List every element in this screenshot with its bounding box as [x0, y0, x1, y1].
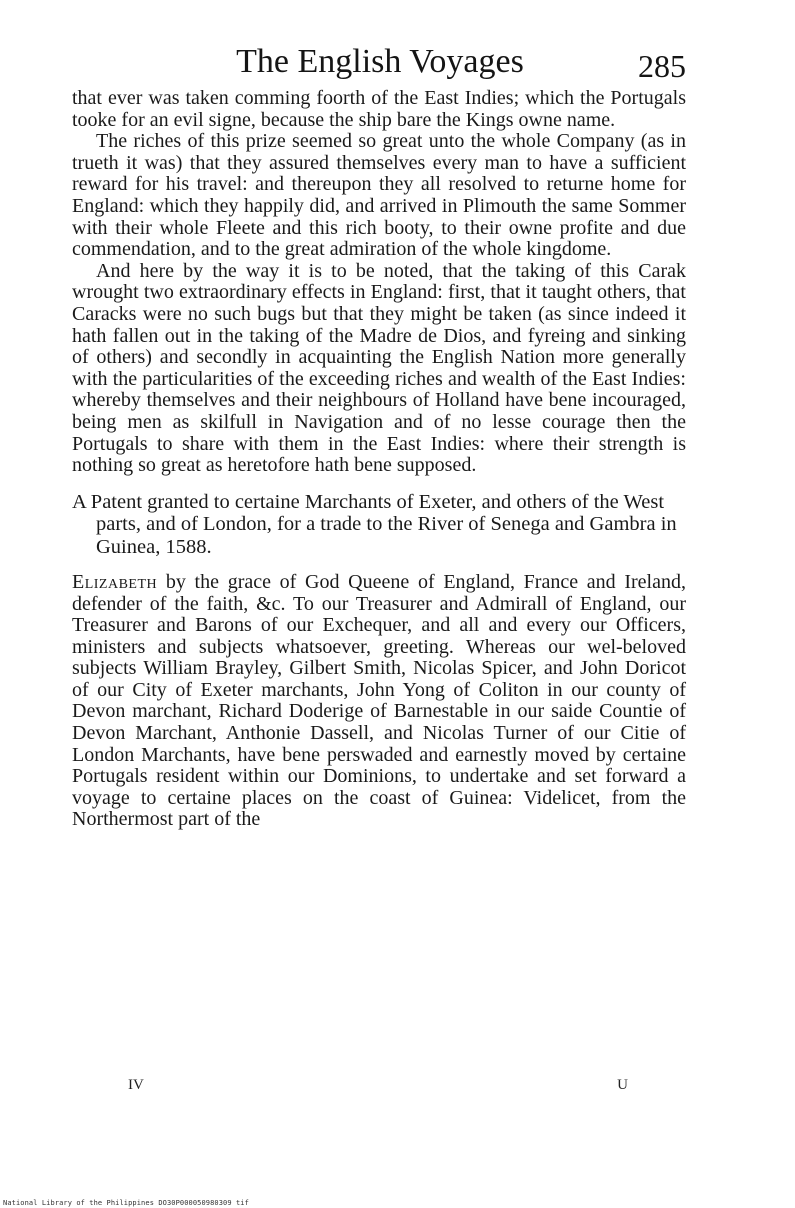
signature-marks — [128, 1077, 628, 1099]
signature-mark-volume: IV — [128, 1077, 144, 1093]
paragraph-riches-of-prize: The riches of this prize seemed so great unto the whole Company (as in trueth it was) that they assured themselves every man to have a sufficient reward for his travel: and thereupon they all resolved to returne home for England: which they happily did, and arrived in Plimouth the same Sommer with their whole Fleete and this rich booty, to their owne profite and due commendation, and to the great admiration of the whole kingdome. — [72, 130, 686, 261]
page-number: 285 — [638, 48, 686, 84]
section-heading: A Patent granted to certaine Marchants of Exeter, and others of the West parts, and of London, for a trade to the River of Senega and Gambra in Guinea, 1588. — [72, 490, 677, 558]
patent-text: by the grace of God Queene of England, France and Ireland, defender of the faith, &c. To our Treasurer and Admirall of England, our Treasurer and Barons of our Exchequer, and all and every our Officers, ministers and subjects whatsoever, greeting. Whereas our wel-beloved subjects William Brayley, Gilbert Smith, Nicolas Spicer, and John Doricot of our City of Exeter marchants, John Yong of Coliton in our county of Devon marchant, Richard Doderige of Barnestable in our saide Countie of Devon Marchant, Anthonie Dassell, and Nicolas Turner of our Citie of London Marchants, have bene perswaded and earnestly moved by certaine Portugals resident within our Dominions, to undertake and set forward a voyage to certaine places on the coast of Guinea: Videlicet, from the Northermost part of the — [72, 570, 686, 831]
scan-source-label: National Library of the Philippines DO30P000050980309 tif — [3, 1199, 249, 1207]
body-text — [72, 88, 686, 831]
paragraph-carak-effects: And here by the way it is to be noted, that the taking of this Carak wrought two extraordinary effects in England: first, that it taught others, that Caracks were no such bugs but that they might be taken (as since indeed it hath fallen out in the taking of the Madre de Dios, and fyreing and sinking of others) and secondly in acquainting the English Nation more generally with the particularities of the exceeding riches and wealth of the East Indies: whereby themselves and their neighbours of Holland have bene incouraged, being men as skilfull in Navigation and of no lesse courage then the Portugals to share with them in the East Indies: where their strength is nothing so great as heretofore hath bene supposed. — [72, 259, 686, 477]
patent-paragraph — [72, 572, 686, 831]
running-title: The English Voyages — [236, 43, 524, 80]
page-header — [70, 42, 690, 86]
patent-opening-word: Elizabeth — [72, 570, 158, 593]
paragraph-continuation: that ever was taken comming foorth of the East Indies; which the Portugals tooke for an evil signe, because the ship bare the Kings owne name. — [72, 87, 686, 131]
signature-mark-gathering: U — [617, 1077, 628, 1093]
